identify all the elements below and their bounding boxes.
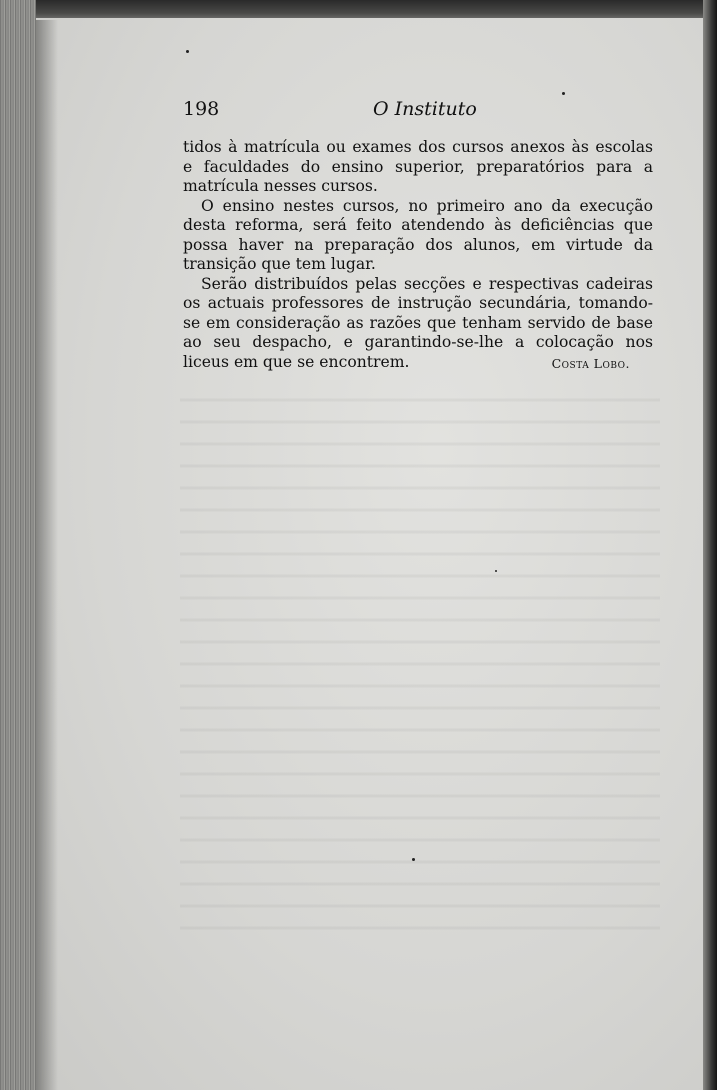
print-speck: [562, 92, 565, 95]
gutter-shadow: [36, 20, 58, 1090]
paragraph-continuation: tidos à matrícula ou exames dos cursos anexos às escolas e faculdades do ensino superior, preparatórios para a matrícula nesses cursos.: [183, 138, 653, 195]
paragraph-distribuicao: Serão distribuídos pelas secções e respectivas cadeiras os actuais professores de instrução secundária, tomando-se em consideração as razões que tenham servido de base ao seu despacho, e garantindo-se-lhe a colocação nos liceus em que se encontrem.: [183, 274, 653, 371]
journal-title: O Instituto: [373, 98, 477, 120]
running-head: [183, 98, 653, 126]
author-signature: Costa Lobo.: [551, 356, 630, 371]
book-spine: [0, 0, 36, 1090]
paragraph-ensino: O ensino nestes cursos, no primeiro ano da execução desta reforma, será feito atendendo às deficiências que possa haver na preparação dos alunos, em virtude da transição que tem lugar.: [183, 196, 653, 273]
print-speck: [412, 858, 415, 861]
show-through-text: [180, 380, 660, 940]
page-number: 198: [183, 98, 220, 120]
book-right-edge: [703, 0, 717, 1090]
body-text: [183, 138, 653, 372]
print-speck: [495, 570, 497, 572]
print-speck: [186, 50, 189, 53]
